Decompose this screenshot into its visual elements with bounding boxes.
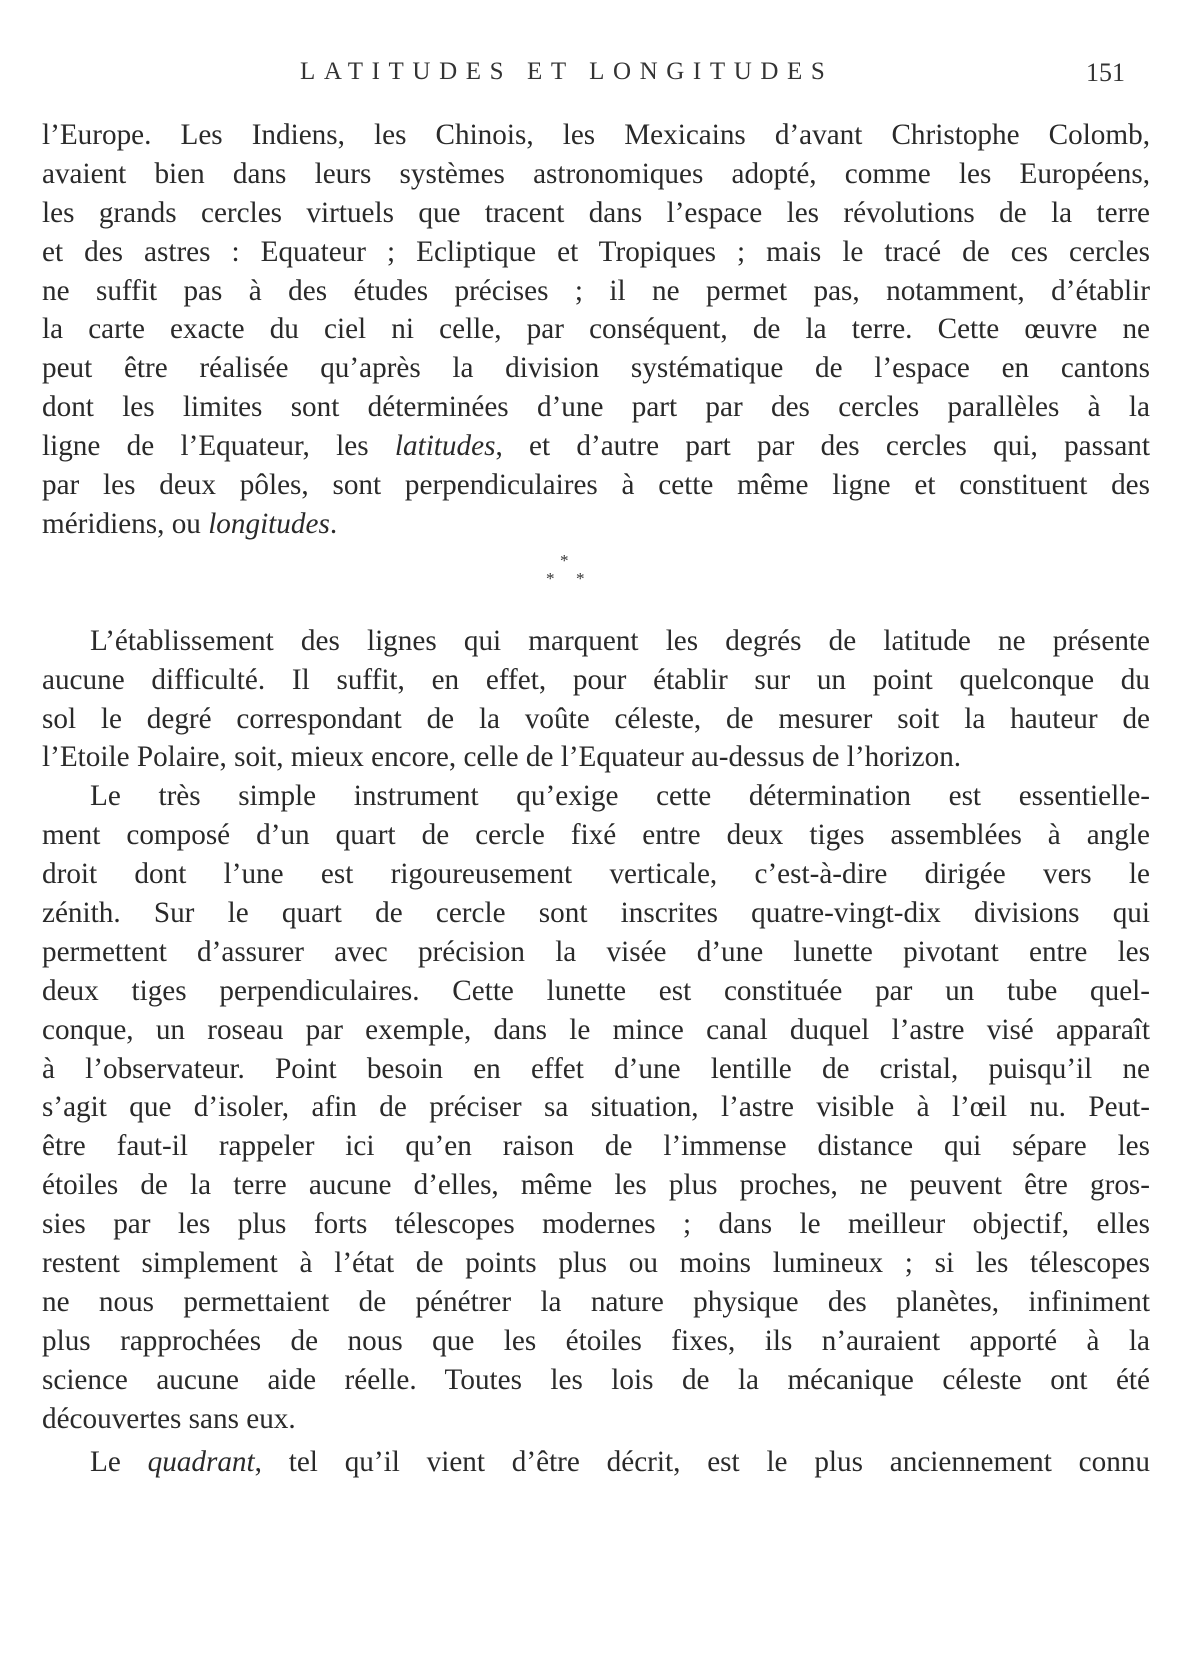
page-number: 151: [1086, 58, 1125, 87]
text-run: .: [329, 507, 338, 540]
text-line: zénith. Sur le quart de cercle sont inscrites quatre-vingt-dix divisions qui: [42, 897, 1150, 930]
text-line: ne nous permettaient de pénétrer la nature physique des planètes, infiniment: [42, 1285, 1150, 1318]
paragraph-3: [42, 777, 1150, 1438]
text-line: L’établissement des lignes qui marquent les degrés de latitude ne présente: [90, 624, 1150, 657]
text-line: par les deux pôles, sont perpendiculaires à cette même ligne et constituent des: [42, 469, 1150, 502]
text-line: [42, 505, 1150, 544]
text-line: étoiles de la terre aucune d’elles, même les plus proches, ne peuvent être gros-: [42, 1169, 1150, 1202]
italic-term-latitudes: latitudes: [394, 430, 496, 463]
text-run: , tel qu’il vient d’être décrit, est le plus anciennement connu: [254, 1445, 1150, 1478]
text-line: la carte exacte du ciel ni celle, par conséquent, de la terre. Cette œuvre ne: [42, 313, 1150, 346]
text-line: dont les limites sont déterminées d’une part par des cercles parallèles à la: [42, 391, 1150, 424]
text-line: l’Europe. Les Indiens, les Chinois, les Mexicains d’avant Christophe Colomb,: [42, 119, 1150, 151]
text-line: deux tiges perpendiculaires. Cette lunette est constituée par un tube quel-: [42, 974, 1150, 1007]
running-header: [0, 54, 1192, 94]
text-line: [42, 1443, 1150, 1482]
star-glyph: *: [576, 568, 585, 588]
text-line: sol le degré correspondant de la voûte céleste, de mesurer soit la hauteur de: [42, 702, 1150, 735]
text-line: permettent d’assurer avec précision la visée d’une lunette pivotant entre les: [42, 935, 1150, 968]
text-run: méridiens, ou: [42, 507, 209, 540]
text-line: ment composé d’un quart de cercle fixé entre deux tiges assemblées à angle: [42, 819, 1150, 852]
body-text: [42, 116, 1150, 1481]
text-line: sies par les plus forts télescopes modernes ; dans le meilleur objectif, elles: [42, 1208, 1150, 1241]
text-line: découvertes sans eux.: [42, 1402, 296, 1435]
text-line: peut être réalisée qu’après la division systématique de l’espace en cantons: [42, 352, 1150, 385]
text-line: s’agit que d’isoler, afin de préciser sa situation, l’astre visible à l’œil nu. Peut-: [42, 1091, 1150, 1124]
text-line: restent simplement à l’état de points plus ou moins lumineux ; si les télescopes: [42, 1247, 1150, 1280]
text-line: science aucune aide réelle. Toutes les lois de la mécanique céleste ont été: [42, 1363, 1150, 1396]
text-line: avaient bien dans leurs systèmes astronomiques adopté, comme les Européens,: [42, 157, 1150, 190]
star-glyph: *: [546, 568, 555, 588]
asterism-separator: [42, 544, 1150, 622]
paragraph-2: [42, 622, 1150, 778]
star-glyph: *: [560, 550, 569, 570]
text-line: [42, 427, 1150, 466]
text-run: Le: [90, 1445, 148, 1478]
text-line: ne suffit pas à des études précises ; il ne permet pas, notamment, d’établir: [42, 274, 1150, 307]
text-line: conque, un roseau par exemple, dans le mince canal duquel l’astre visé apparaît: [42, 1013, 1150, 1046]
paragraph-1: [42, 116, 1150, 544]
text-line: l’Etoile Polaire, soit, mieux encore, celle de l’Equateur au-dessus de l’horizon.: [42, 741, 962, 774]
text-line: les grands cercles virtuels que tracent dans l’espace les révolutions de la terre: [42, 196, 1150, 229]
text-line: être faut-il rappeler ici qu’en raison de l’immense distance qui sépare les: [42, 1130, 1150, 1163]
text-line: et des astres : Equateur ; Ecliptique et Tropiques ; mais le tracé de ces cercles: [42, 235, 1150, 268]
text-line: aucune difficulté. Il suffit, en effet, pour établir sur un point quelconque du: [42, 663, 1150, 696]
text-line: plus rapprochées de nous que les étoiles fixes, ils n’auraient apporté à la: [42, 1324, 1150, 1357]
text-line: droit dont l’une est rigoureusement verticale, c’est-à-dire dirigée vers le: [42, 858, 1150, 891]
text-run: , et d’autre part par des cercles qui, passant: [495, 430, 1150, 463]
text-line: à l’observateur. Point besoin en effet d’une lentille de cristal, puisqu’il ne: [42, 1052, 1150, 1085]
text-line: Le très simple instrument qu’exige cette détermination est essentielle-: [90, 780, 1150, 813]
running-title: LATITUDES ET LONGITUDES: [300, 58, 834, 85]
text-run: ligne de l’Equateur, les: [42, 430, 395, 463]
paragraph-4: [42, 1443, 1150, 1482]
italic-term-quadrant: quadrant: [147, 1445, 255, 1478]
italic-term-longitudes: longitudes: [208, 507, 330, 540]
